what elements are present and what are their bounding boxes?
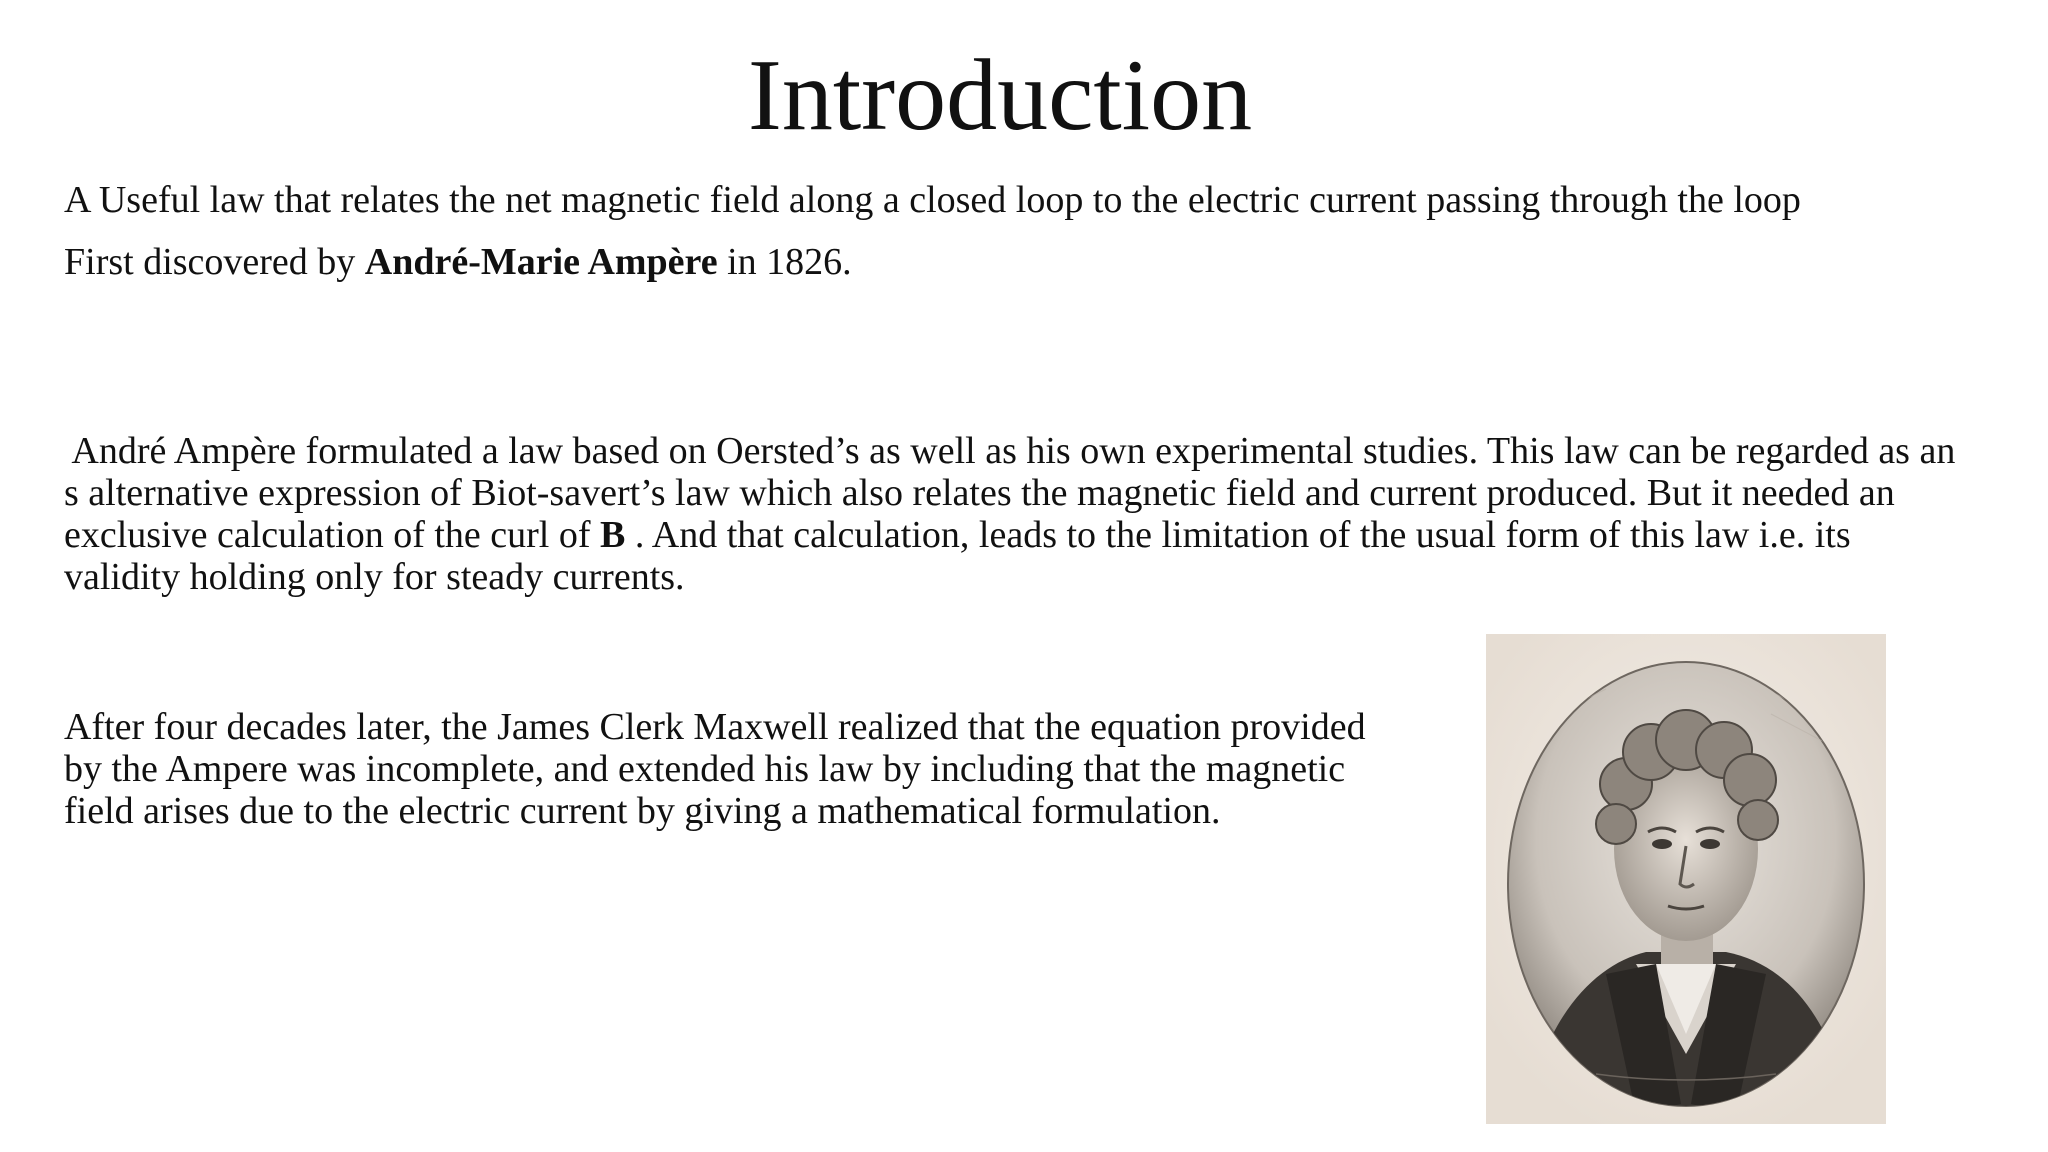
paragraph-1-line-3-after: . And that calculation, leads to the limitation of the usual form of this law i.e. its — [625, 514, 1851, 556]
paragraph-2-line-2: by the Ampere was incomplete, and extended his law by including that the magnetic — [64, 748, 1346, 790]
paragraph-ampere-law — [64, 430, 2004, 598]
paragraph-1-line-3 — [64, 514, 2004, 556]
paragraph-1-line-2: s alternative expression of Biot-savert’s law which also relates the magnetic field and current produced. But it needed an — [64, 472, 1895, 514]
paragraph-1-line-3-before: exclusive calculation of the curl of — [64, 514, 601, 556]
slide-title: Introduction — [747, 39, 1253, 152]
ampere-portrait-image — [1486, 634, 1886, 1124]
discovery-suffix: in 1826. — [717, 241, 852, 283]
paragraph-1-line-1: André Ampère formulated a law based on Oersted’s as well as his own experimental studies. This law can be regarded as an — [64, 430, 1956, 472]
intro-line-definition: A Useful law that relates the net magnetic field along a closed loop to the electric current passing through the loop — [64, 179, 1801, 221]
discovery-prefix: First discovered by — [64, 241, 365, 283]
paragraph-2-line-1: After four decades later, the James Clerk Maxwell realized that the equation provided — [64, 706, 1366, 748]
vector-b-symbol: B — [600, 514, 626, 556]
intro-line-discovery — [64, 240, 852, 284]
paragraph-1-line-4: validity holding only for steady currents. — [64, 556, 685, 598]
paragraph-2-line-3: field arises due to the electric current by giving a mathematical formulation. — [64, 790, 1221, 832]
discoverer-name: André-Marie Ampère — [364, 241, 718, 283]
paragraph-maxwell — [64, 706, 1404, 832]
